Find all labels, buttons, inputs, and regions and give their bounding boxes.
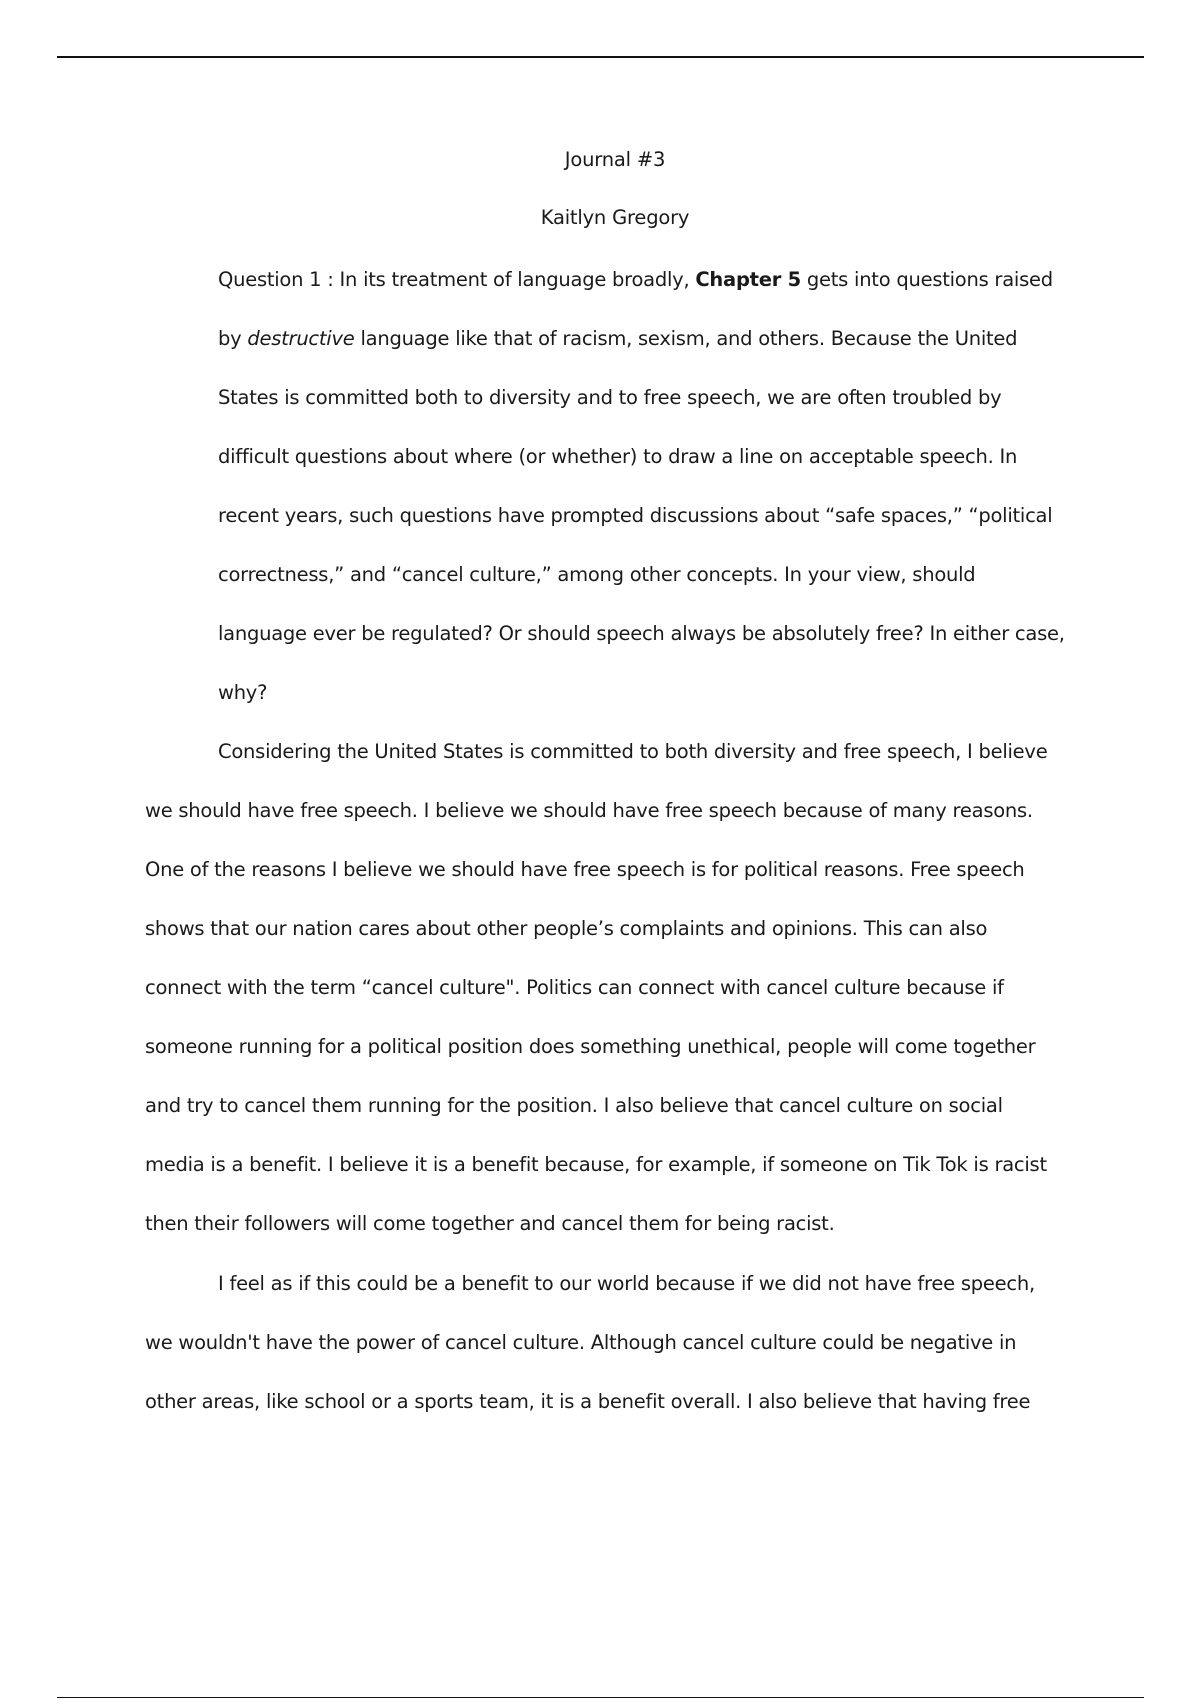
body-paragraph-2 [145,1254,1035,1431]
question-line: correctness,” and “cancel culture,” among other concepts. In your view, should [218,563,976,586]
question-text: Question 1 : In its treatment of language broadly, [218,268,696,291]
paragraph-line: shows that our nation cares about other people’s complaints and opinions. This can also [145,917,988,940]
paragraph-line: One of the reasons I believe we should have free speech is for political reasons. Free speech [145,858,1025,881]
paragraph-line: Considering the United States is committed to both diversity and free speech, I believe [218,740,1048,763]
question-line [218,309,1065,368]
paragraph-line: then their followers will come together and cancel them for being racist. [145,1212,835,1235]
question-line [218,250,1065,309]
question-text: gets into questions raised [800,268,1053,291]
paragraph-line: connect with the term “cancel culture". Politics can connect with cancel culture because if [145,976,1004,999]
question-line: States is committed both to diversity and to free speech, we are often troubled by [218,386,1002,409]
body-paragraph-1 [145,722,1047,1253]
chapter-reference: Chapter 5 [695,268,801,291]
question-line: why? [218,681,268,704]
paragraph-line: someone running for a political position does something unethical, people will come together [145,1035,1036,1058]
question-block [218,250,1065,722]
emphasized-word: destructive [247,327,355,350]
paragraph-line: we wouldn't have the power of cancel culture. Although cancel culture could be negative in [145,1331,1017,1354]
paragraph-line: and try to cancel them running for the position. I also believe that cancel culture on social [145,1094,1003,1117]
paragraph-line: we should have free speech. I believe we should have free speech because of many reasons. [145,799,1033,822]
paragraph-line: I feel as if this could be a benefit to our world because if we did not have free speech, [218,1272,1035,1295]
question-text: language like that of racism, sexism, and others. Because the United [354,327,1018,350]
document-author: Kaitlyn Gregory [540,206,690,229]
question-line: difficult questions about where (or whether) to draw a line on acceptable speech. In [218,445,1018,468]
document-title: Journal #3 [564,148,666,171]
question-line: recent years, such questions have prompted discussions about “safe spaces,” “political [218,504,1053,527]
paragraph-line: media is a benefit. I believe it is a benefit because, for example, if someone on Tik Tok is racist [145,1153,1047,1176]
header-rule [57,56,1144,58]
paragraph-line: other areas, like school or a sports team, it is a benefit overall. I also believe that having free [145,1390,1031,1413]
question-text: by [218,327,248,350]
question-line: language ever be regulated? Or should speech always be absolutely free? In either case, [218,622,1065,645]
footer-rule [57,1697,1144,1698]
